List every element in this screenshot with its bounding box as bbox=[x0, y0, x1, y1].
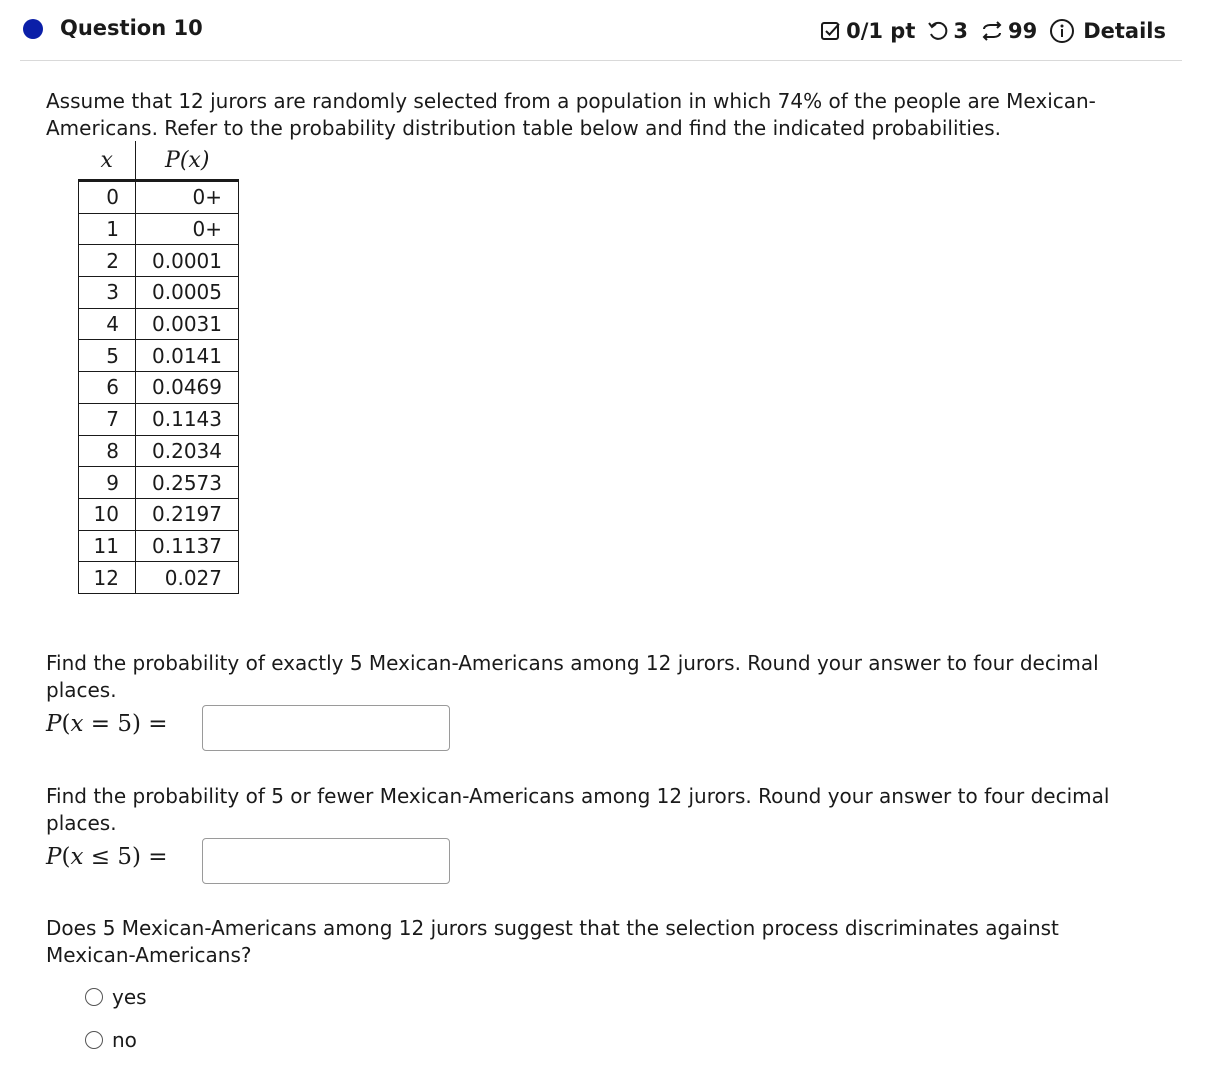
table-cell-p: 0.0005 bbox=[136, 277, 239, 309]
part1-math-expression bbox=[46, 711, 175, 737]
math-close-paren: ) bbox=[132, 711, 141, 737]
score-indicator bbox=[820, 19, 915, 43]
question-meta bbox=[820, 18, 1166, 44]
retry-indicator bbox=[927, 19, 968, 43]
table-row bbox=[79, 562, 239, 594]
table-cell-x: 1 bbox=[79, 213, 136, 245]
attempts-count: 99 bbox=[1007, 19, 1038, 43]
part1-prompt-line-2: places. bbox=[46, 678, 117, 702]
radio-circle-icon[interactable] bbox=[85, 988, 103, 1006]
details-label: Details bbox=[1083, 19, 1166, 43]
math-open-paren: ( bbox=[61, 844, 71, 870]
table-cell-x: 2 bbox=[79, 245, 136, 277]
part2-prompt-line-2: places. bbox=[46, 811, 117, 835]
table-cell-p: 0.2573 bbox=[136, 467, 239, 499]
math-var: x bbox=[70, 844, 84, 870]
table-cell-x: 9 bbox=[79, 467, 136, 499]
part2-prompt-line-1: Find the probability of 5 or fewer Mexican-Americans among 12 jurors. Round your answer to four decimal bbox=[46, 784, 1110, 808]
math-close-paren: ) bbox=[132, 844, 141, 870]
table-cell-x: 6 bbox=[79, 372, 136, 404]
part2-math-expression bbox=[46, 844, 175, 870]
table-cell-x: 7 bbox=[79, 403, 136, 435]
table-row bbox=[79, 245, 239, 277]
radio-circle-icon[interactable] bbox=[85, 1031, 103, 1049]
table-header-x: x bbox=[79, 141, 136, 181]
intro-line-2: Americans. Refer to the probability distribution table below and find the indicated probabilities. bbox=[46, 116, 1002, 140]
table-cell-x: 12 bbox=[79, 562, 136, 594]
probability-distribution-table bbox=[78, 141, 239, 594]
info-icon bbox=[1049, 18, 1075, 44]
table-header-row bbox=[79, 141, 239, 181]
status-dot-icon bbox=[23, 19, 43, 39]
radio-option-no[interactable] bbox=[85, 1028, 137, 1052]
table-cell-x: 11 bbox=[79, 530, 136, 562]
math-value: 5 bbox=[117, 711, 132, 737]
math-p: P bbox=[46, 844, 62, 870]
retry-count: 3 bbox=[953, 19, 968, 43]
table-cell-p: 0+ bbox=[136, 181, 239, 214]
table-row bbox=[79, 403, 239, 435]
details-button[interactable] bbox=[1049, 18, 1166, 44]
table-row bbox=[79, 340, 239, 372]
table-row bbox=[79, 467, 239, 499]
table-header-px: P(x) bbox=[136, 141, 239, 181]
table-cell-p: 0.027 bbox=[136, 562, 239, 594]
table-row bbox=[79, 498, 239, 530]
table-row bbox=[79, 277, 239, 309]
math-open-paren: ( bbox=[61, 711, 71, 737]
math-equals: = bbox=[140, 711, 175, 737]
table-cell-p: 0.0141 bbox=[136, 340, 239, 372]
part3-prompt-line-2: Mexican-Americans? bbox=[46, 943, 252, 967]
radio-label-yes: yes bbox=[112, 985, 147, 1009]
table-cell-p: 0.0001 bbox=[136, 245, 239, 277]
table-cell-x: 5 bbox=[79, 340, 136, 372]
part2-answer-input[interactable] bbox=[202, 838, 450, 884]
radio-option-yes[interactable] bbox=[85, 985, 147, 1009]
table-cell-x: 0 bbox=[79, 181, 136, 214]
part3-prompt bbox=[46, 915, 1166, 969]
radio-label-no: no bbox=[112, 1028, 137, 1052]
intro-line-1: Assume that 12 jurors are randomly selected from a population in which 74% of the people are Mexican- bbox=[46, 89, 1096, 113]
math-relation: = bbox=[83, 711, 118, 737]
part1-prompt bbox=[46, 650, 1166, 704]
table-cell-p: 0.1137 bbox=[136, 530, 239, 562]
score-text: 0/1 pt bbox=[846, 19, 916, 43]
undo-icon bbox=[927, 20, 949, 42]
repeat-icon bbox=[980, 20, 1004, 42]
part1-answer-input[interactable] bbox=[202, 705, 450, 751]
part2-prompt bbox=[46, 783, 1166, 837]
table-cell-p: 0.2197 bbox=[136, 498, 239, 530]
table-cell-p: 0.1143 bbox=[136, 403, 239, 435]
table-cell-p: 0.2034 bbox=[136, 435, 239, 467]
question-title: Question 10 bbox=[60, 16, 203, 40]
math-value: 5 bbox=[117, 844, 132, 870]
part3-prompt-line-1: Does 5 Mexican-Americans among 12 jurors suggest that the selection process discriminates against bbox=[46, 916, 1059, 940]
table-cell-p: 0.0031 bbox=[136, 308, 239, 340]
table-row bbox=[79, 213, 239, 245]
table-cell-p: 0.0469 bbox=[136, 372, 239, 404]
table-cell-x: 3 bbox=[79, 277, 136, 309]
table-row bbox=[79, 308, 239, 340]
table-row bbox=[79, 435, 239, 467]
table-row bbox=[79, 372, 239, 404]
part1-prompt-line-1: Find the probability of exactly 5 Mexican-Americans among 12 jurors. Round your answer to four decimal bbox=[46, 651, 1099, 675]
question-header bbox=[20, 0, 1182, 61]
math-p: P bbox=[46, 711, 62, 737]
checkbox-icon bbox=[820, 20, 842, 42]
table-cell-x: 10 bbox=[79, 498, 136, 530]
math-var: x bbox=[70, 711, 84, 737]
table-cell-x: 8 bbox=[79, 435, 136, 467]
math-equals: = bbox=[140, 844, 175, 870]
table-cell-p: 0+ bbox=[136, 213, 239, 245]
math-relation: ≤ bbox=[83, 844, 118, 870]
attempts-indicator bbox=[980, 19, 1037, 43]
question-intro bbox=[46, 88, 1156, 142]
table-row bbox=[79, 181, 239, 214]
table-row bbox=[79, 530, 239, 562]
table-cell-x: 4 bbox=[79, 308, 136, 340]
